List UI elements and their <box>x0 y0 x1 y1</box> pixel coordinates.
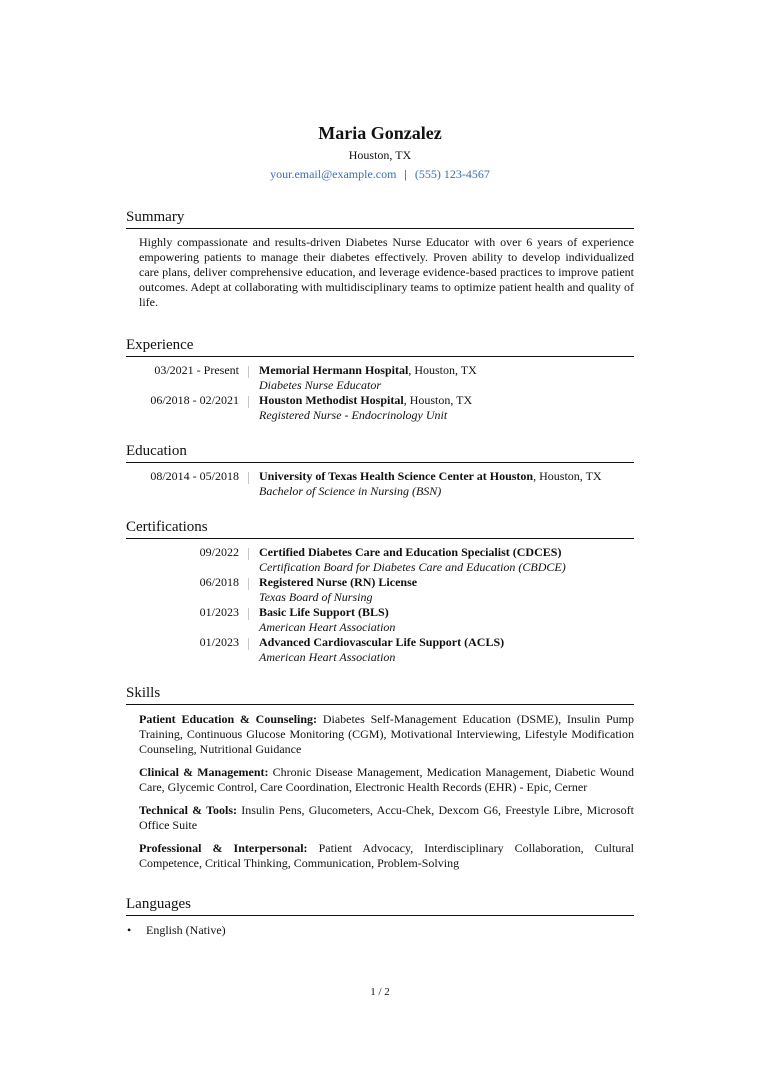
entry-body <box>249 605 634 635</box>
language-text: English (Native) <box>146 923 226 937</box>
candidate-name: Maria Gonzalez <box>318 123 442 143</box>
entry-date: 01/2023 <box>199 635 239 649</box>
skill-group <box>139 803 634 833</box>
phone-link[interactable]: (555) 123-4567 <box>414 167 490 181</box>
certification-entry <box>126 545 634 575</box>
entry-date: 03/2021 - Present <box>154 363 239 377</box>
certification-entry <box>126 605 634 635</box>
certification-entry <box>126 635 634 665</box>
skill-group <box>139 765 634 795</box>
certification-name: Registered Nurse (RN) License <box>259 575 418 589</box>
employer-name: Memorial Hermann Hospital <box>259 363 409 377</box>
experience-entry <box>126 393 634 423</box>
skill-group <box>139 841 634 871</box>
school-location: , Houston, TX <box>533 469 602 483</box>
certifications-list <box>126 545 634 665</box>
skill-list: Insulin Pens, Glucometers, Accu-Chek, Dexcom G6, Freestyle Libre, Microsoft Office Suite <box>139 803 635 832</box>
employer-location: , Houston, TX <box>403 393 473 407</box>
contact-separator: | <box>404 167 407 181</box>
entry-body <box>249 575 634 605</box>
skill-group <box>139 712 634 757</box>
entry-body <box>249 393 634 423</box>
skill-list: Patient Advocacy, Interdisciplinary Collaboration, Cultural Competence, Critical Thinking, Communication, Problem-Solving <box>139 841 635 870</box>
experience-list <box>126 363 634 423</box>
certification-issuer: Texas Board of Nursing <box>259 590 373 604</box>
entry-date: 01/2023 <box>199 605 239 619</box>
summary-heading: Summary <box>126 208 634 229</box>
skills-heading: Skills <box>126 684 634 705</box>
certification-name: Advanced Cardiovascular Life Support (ACLS) <box>259 635 505 649</box>
summary-text: Highly compassionate and results-driven Diabetes Nurse Educator with over 6 years of experience empowering patients to manage their diabetes effectively. Proven ability to develop individualized care plans, deliver comprehensive education, and leverage evidence-based practices to improve patient outcomes. Adept at collaborating with multidisciplinary teams to optimize patient health and quality of life. <box>139 235 634 309</box>
entry-body <box>249 635 634 665</box>
education-section <box>126 442 634 499</box>
certification-entry <box>126 575 634 605</box>
entry-date: 06/2018 - 02/2021 <box>150 393 239 407</box>
certifications-heading: Certifications <box>126 518 634 539</box>
candidate-location: Houston, TX <box>348 148 412 162</box>
entry-body <box>249 545 634 575</box>
employer-name: Houston Methodist Hospital <box>259 393 404 407</box>
certification-name: Certified Diabetes Care and Education Specialist (CDCES) <box>259 545 562 559</box>
education-list <box>126 469 634 499</box>
resume-header <box>126 122 634 182</box>
email-link[interactable]: your.email@example.com <box>270 167 397 181</box>
experience-section <box>126 336 634 423</box>
school-name: University of Texas Health Science Center at Houston <box>259 469 534 483</box>
skill-category: Professional & Interpersonal: <box>139 841 308 855</box>
skill-list: Chronic Disease Management, Medication Management, Diabetic Wound Care, Glycemic Control, Care Coordination, Electronic Health Records (EHR) - Epic, Cerner <box>139 765 634 794</box>
job-title: Registered Nurse - Endocrinology Unit <box>259 408 448 422</box>
experience-entry <box>126 363 634 393</box>
languages-heading: Languages <box>126 895 634 916</box>
summary-section <box>126 208 634 310</box>
entry-date: 08/2014 - 05/2018 <box>150 469 239 483</box>
education-entry <box>126 469 634 499</box>
experience-heading: Experience <box>126 336 634 357</box>
certification-name: Basic Life Support (BLS) <box>259 605 389 619</box>
page-number: 1 / 2 <box>370 986 390 998</box>
entry-date: 06/2018 <box>199 575 239 589</box>
degree: Bachelor of Science in Nursing (BSN) <box>259 484 442 498</box>
certification-issuer: American Heart Association <box>259 650 396 664</box>
language-item <box>126 923 634 938</box>
education-heading: Education <box>126 442 634 463</box>
skill-category: Technical & Tools: <box>139 803 238 817</box>
languages-section <box>126 895 634 938</box>
certifications-section <box>126 518 634 665</box>
skills-section <box>126 684 634 871</box>
skill-category: Clinical & Management: <box>139 765 269 779</box>
entry-body <box>249 469 634 499</box>
skill-category: Patient Education & Counseling: <box>139 712 318 726</box>
job-title: Diabetes Nurse Educator <box>259 378 381 392</box>
bullet-icon: • <box>127 923 132 937</box>
resume-page <box>126 122 634 938</box>
employer-location: , Houston, TX <box>408 363 477 377</box>
certification-issuer: American Heart Association <box>259 620 396 634</box>
skill-list: Diabetes Self-Management Education (DSME), Insulin Pump Training, Continuous Glucose Monitoring (CGM), Motivational Interviewing, Lifestyle Modification Counseling, Nutritional Guidance <box>139 712 634 756</box>
entry-body <box>249 363 634 393</box>
entry-date: 09/2022 <box>199 545 239 559</box>
certification-issuer: Certification Board for Diabetes Care and Education (CBDCE) <box>259 560 566 574</box>
contact-line <box>126 166 634 182</box>
